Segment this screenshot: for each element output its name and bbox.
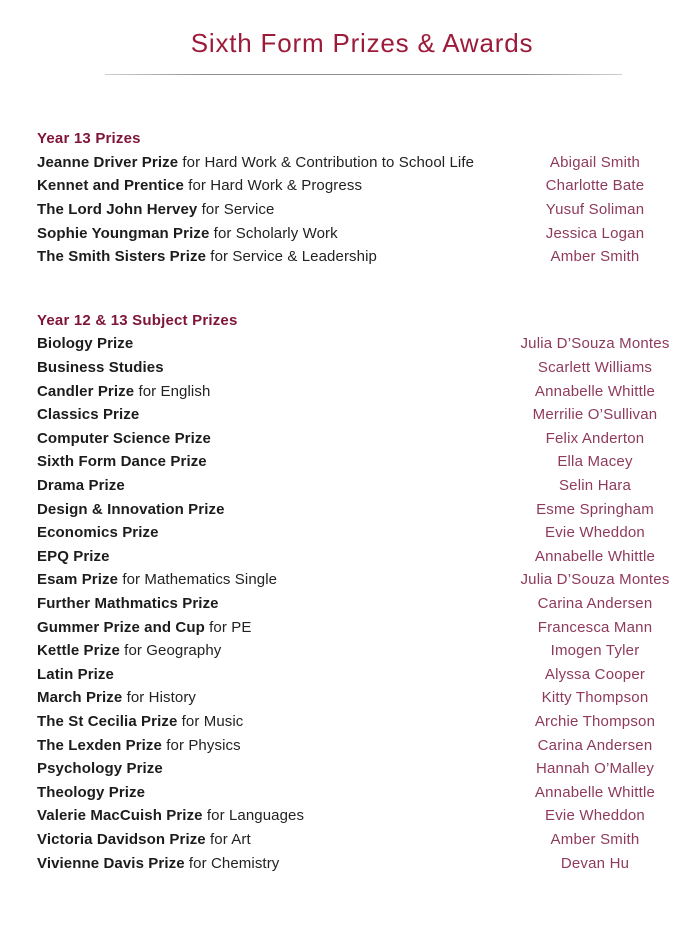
prize-name: Valerie MacCuish Prize	[37, 807, 203, 825]
prize-row	[37, 474, 690, 498]
prize-label	[37, 383, 500, 400]
prize-row	[37, 662, 690, 686]
prize-label	[37, 225, 500, 242]
recipient-name: Evie Wheddon	[545, 807, 645, 825]
prize-row	[37, 379, 690, 403]
prize-row	[37, 356, 690, 380]
prize-row	[37, 780, 690, 804]
prize-name: Classics Prize	[37, 406, 140, 424]
prize-row	[37, 174, 690, 198]
prize-row	[37, 686, 690, 710]
prize-label	[37, 737, 500, 754]
prize-row	[37, 757, 690, 781]
prize-name: Candler Prize	[37, 382, 135, 400]
section-heading-line	[37, 309, 690, 333]
recipient-name: Devan Hu	[560, 854, 630, 872]
recipient-name: Carina Andersen	[537, 594, 653, 612]
recipient-name: Kitty Thompson	[541, 689, 649, 707]
prize-name: Sophie Youngman Prize	[37, 224, 210, 242]
prize-description: for Art	[205, 830, 251, 848]
prize-row	[37, 497, 690, 521]
prize-name: Design & Innovation Prize	[37, 500, 225, 518]
prize-description: for Physics	[161, 736, 241, 754]
prize-name: The St Cecilia Prize	[37, 712, 178, 730]
prize-label	[37, 248, 500, 265]
prize-label	[37, 855, 500, 872]
prize-name: Esam Prize	[37, 571, 119, 589]
section-year-13-prizes	[37, 127, 690, 269]
prize-row	[37, 851, 690, 875]
recipient-name: Abigail Smith	[549, 153, 641, 171]
prize-row	[37, 221, 690, 245]
page-title: Sixth Form Prizes & Awards	[190, 28, 534, 58]
recipient-name: Esme Springham	[536, 500, 654, 518]
prize-row	[37, 545, 690, 569]
prize-name: EPQ Prize	[37, 547, 110, 565]
prize-label	[37, 807, 500, 824]
prize-name: Victoria Davidson Prize	[37, 830, 206, 848]
prize-label	[37, 713, 500, 730]
prize-name: Theology Prize	[37, 783, 146, 801]
prize-name: Kettle Prize	[37, 642, 120, 660]
prize-label	[37, 689, 500, 706]
prize-description: for Geography	[119, 642, 222, 660]
prize-name: Jeanne Driver Prize	[37, 153, 179, 171]
prize-description: for English	[134, 382, 211, 400]
prize-label	[37, 477, 500, 494]
section-heading-line	[37, 127, 690, 151]
prize-label	[37, 430, 500, 447]
prize-description: for Chemistry	[184, 854, 280, 872]
prize-row	[37, 639, 690, 663]
recipient-name: Selin Hara	[558, 477, 632, 495]
recipient-name: Alyssa Cooper	[544, 665, 646, 683]
recipient-name: Francesca Mann	[537, 618, 653, 636]
prize-row	[37, 568, 690, 592]
prize-label	[37, 666, 500, 683]
recipient-name: Julia D’Souza Montes	[520, 571, 670, 589]
prize-name: Kennet and Prentice	[37, 177, 184, 195]
recipient-name: Annabelle Whittle	[534, 547, 656, 565]
prize-name: Sixth Form Dance Prize	[37, 453, 207, 471]
prize-description: for Languages	[202, 807, 305, 825]
recipient-name: Amber Smith	[550, 830, 640, 848]
prize-row	[37, 710, 690, 734]
recipient-name: Hannah O’Malley	[535, 760, 655, 778]
prize-label	[37, 760, 500, 777]
prize-name: Drama Prize	[37, 477, 125, 495]
recipient-name: Amber Smith	[550, 248, 640, 266]
prize-rows	[37, 151, 690, 269]
recipient-name: Annabelle Whittle	[534, 382, 656, 400]
prize-description: for Mathematics Single	[118, 571, 278, 589]
prize-rows	[37, 332, 690, 875]
prize-name: Vivienne Davis Prize	[37, 854, 185, 872]
prize-description: for Service	[197, 201, 275, 219]
section-year-12-13-subject-prizes	[37, 309, 690, 875]
recipient-name: Ella Macey	[557, 453, 633, 471]
prize-label	[37, 406, 500, 423]
document-page	[0, 26, 700, 926]
prize-description: for Service & Leadership	[206, 248, 377, 266]
prize-name: The Smith Sisters Prize	[37, 248, 207, 266]
prize-name: The Lexden Prize	[37, 736, 162, 754]
prize-description: for PE	[204, 618, 252, 636]
prize-row	[37, 245, 690, 269]
prize-label	[37, 571, 500, 588]
prize-label	[37, 501, 500, 518]
prize-row	[37, 733, 690, 757]
prize-row	[37, 403, 690, 427]
section-heading: Year 13 Prizes	[37, 130, 141, 148]
recipient-name: Charlotte Bate	[545, 177, 645, 195]
prize-row	[37, 198, 690, 222]
prize-description: for History	[122, 689, 197, 707]
prize-label	[37, 784, 500, 801]
prize-label	[37, 154, 500, 171]
prize-row	[37, 592, 690, 616]
prize-row	[37, 151, 690, 175]
prize-name: The Lord John Hervey	[37, 201, 198, 219]
prize-label	[37, 548, 500, 565]
prize-label	[37, 524, 500, 541]
prize-name: Business Studies	[37, 359, 164, 377]
prize-row	[37, 804, 690, 828]
prize-label	[37, 359, 500, 376]
prize-name: Latin Prize	[37, 665, 114, 683]
prize-label	[37, 177, 500, 194]
prize-label	[37, 595, 500, 612]
prize-list	[37, 127, 690, 875]
prize-name: Psychology Prize	[37, 760, 163, 778]
prize-name: March Prize	[37, 689, 123, 707]
prize-name: Economics Prize	[37, 524, 159, 542]
recipient-name: Annabelle Whittle	[534, 783, 656, 801]
recipient-name: Archie Thompson	[534, 712, 656, 730]
section-heading: Year 12 & 13 Subject Prizes	[37, 311, 238, 329]
recipient-name: Jessica Logan	[545, 224, 645, 242]
prize-row	[37, 450, 690, 474]
prize-row	[37, 615, 690, 639]
prize-row	[37, 427, 690, 451]
prize-label	[37, 619, 500, 636]
prize-name: Biology Prize	[37, 335, 134, 353]
prize-description: for Hard Work & Contribution to School Life	[178, 153, 475, 171]
prize-label	[37, 453, 500, 470]
prize-label	[37, 335, 500, 352]
prize-label	[37, 831, 500, 848]
recipient-name: Merrilie O’Sullivan	[532, 406, 658, 424]
prize-description: for Scholarly Work	[209, 224, 338, 242]
prize-name: Further Mathmatics Prize	[37, 594, 219, 612]
prize-description: for Hard Work & Progress	[183, 177, 363, 195]
recipient-name: Imogen Tyler	[550, 642, 640, 660]
prize-label	[37, 201, 500, 218]
prize-name: Computer Science Prize	[37, 429, 211, 447]
recipient-name: Scarlett Williams	[537, 359, 653, 377]
prize-description: for Music	[177, 712, 244, 730]
recipient-name: Carina Andersen	[537, 736, 653, 754]
recipient-name: Julia D’Souza Montes	[520, 335, 670, 353]
title-divider	[105, 74, 622, 75]
prize-name: Gummer Prize and Cup	[37, 618, 205, 636]
prize-label	[37, 642, 500, 659]
prize-row	[37, 332, 690, 356]
recipient-name: Felix Anderton	[545, 429, 645, 447]
prize-row	[37, 521, 690, 545]
recipient-name: Yusuf Soliman	[545, 201, 645, 219]
prize-row	[37, 828, 690, 852]
recipient-name: Evie Wheddon	[545, 524, 645, 542]
